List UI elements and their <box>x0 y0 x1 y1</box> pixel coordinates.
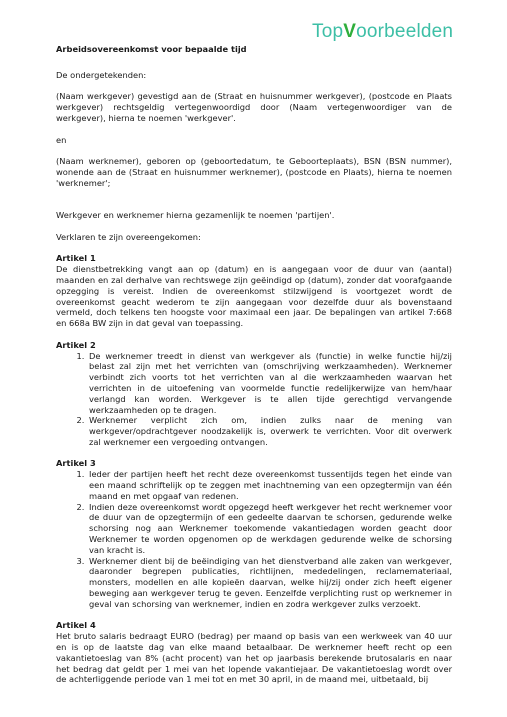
list-item: 1. De werknemer treedt in dienst van werkgever als (functie) in welke functie hij/zij belast zal zijn met het verrichten van (omschrijving werkzaamheden). Werknemer verbindt zich voorts tot het verrichten van al die werkzaamheden waarvan het verrichten in de uitoefening van voormelde functie redelijkerwijze van hem/haar verlangd kan worden. Werkgever is te allen tijde gerechtigd vervangende werkzaamheden op te dragen. <box>87 351 452 416</box>
article-4-text: Het bruto salaris bedraagt EURO (bedrag) per maand op basis van een werkweek van 40 uur en is op de laatste dag van elke maand betaalbaar. De werknemer heeft recht op een vakantietoeslag van 8% (acht procent) van het op jaarbasis berekende brutosalaris en naar het bedrag dat geldt per 1 mei van het lopende vakantiejaar. De vakantietoeslag wordt over de achterliggende periode van 1 mei tot en met 30 april, in de maand mei, uitbetaald, bij <box>56 631 452 685</box>
paragraph-agreed: Verklaren te zijn overeengekomen: <box>56 231 201 242</box>
paragraph-employer: (Naam werkgever) gevestigd aan de (Straat en huisnummer werkgever), (postcode en Plaats werkgever) rechtsgeldig vertegenwoordigd door (Naam vertegenwoordiger van de werkgever), hierna te noemen 'werkgever'. <box>56 91 452 123</box>
article-3 <box>56 458 452 609</box>
logo-checkmark-v: V <box>343 21 357 42</box>
list-item: 2. Indien deze overeenkomst wordt opgezegd heeft werkgever het recht werknemer voor de duur van de opzegtermijn of een gedeelte daarvan te schorsen, gedurende welke schorsing nog aan Werknemer toekomende vakantiedagen worden geacht door Werknemer te worden opgenomen op de werkdagen gedurende welke de schorsing van kracht is. <box>87 502 452 556</box>
list-item: 3. Werknemer dient bij de beëindiging van het dienstverband alle zaken van werkgever, daaronder begrepen publicaties, richtlijnen, mededelingen, reclamemateriaal, monsters, modellen en alle kopieën daarvan, welke hij/zij onder zich heeft eigener beweging aan werkgever terug te geven. Eenzelfde verplichting rust op werknemer in geval van schorsing van werknemer, indien en zodra werkgever zulks verzoekt. <box>87 556 452 610</box>
article-1-text: De dienstbetrekking vangt aan op (datum) en is aangegaan voor de duur van (aantal) maanden en zal derhalve van rechtswege zijn geëindigd op (datum), zonder dat voorafgaande opzegging is vereist. Indien de overeenkomst stilzwijgend is voortgezet wordt de overeenkomst geacht wederom te zijn aangegaan voor dezelfde duur als bovenstaand vermeld, doch telkens ten hoogste voor maximaal een jaar. De bepalingen van artikel 7:668 en 668a BW zijn in dat geval van toepassing. <box>56 264 452 329</box>
logo-text-part1: Top <box>312 21 344 42</box>
document-body <box>56 44 452 696</box>
article-3-list <box>56 469 452 609</box>
paragraph-en: en <box>56 134 67 145</box>
paragraph-parties: Werkgever en werknemer hierna gezamenlijk te noemen 'partijen'. <box>56 210 335 221</box>
paragraph-employee: (Naam werknemer), geboren op (geboortedatum, te Geboorteplaats), BSN (BSN nummer), wonende aan de (Straat en huisnummer werknemer), (postcode en Plaats), hierna te noemen 'werknemer'; <box>56 156 452 188</box>
brand-logo <box>312 21 453 43</box>
article-2-heading: Artikel 2 <box>56 339 96 350</box>
article-3-heading: Artikel 3 <box>56 458 96 469</box>
article-2 <box>56 340 452 448</box>
article-1 <box>56 253 452 329</box>
article-4-heading: Artikel 4 <box>56 620 96 631</box>
paragraph-undersigned: De ondergetekenden: <box>56 69 147 80</box>
article-4 <box>56 620 452 685</box>
spacer <box>56 199 452 210</box>
document-title: Arbeidsovereenkomst voor bepaalde tijd <box>56 44 247 54</box>
logo-text-part3: oorbeelden <box>356 21 454 42</box>
list-item: 1. Ieder der partijen heeft het recht deze overeenkomst tussentijds tegen het einde van een maand schriftelijk op te zeggen met inachtneming van een opzegtermijn van één maand en met opgaaf van redenen. <box>87 469 452 501</box>
article-1-heading: Artikel 1 <box>56 253 96 264</box>
article-2-list <box>56 351 452 448</box>
list-item: 2. Werknemer verplicht zich om, indien zulks naar de mening van werkgever/opdrachtgever noodzakelijk is, overwerk te verrichten. Voor dit overwerk zal werknemer een vergoeding ontvangen. <box>87 415 452 447</box>
